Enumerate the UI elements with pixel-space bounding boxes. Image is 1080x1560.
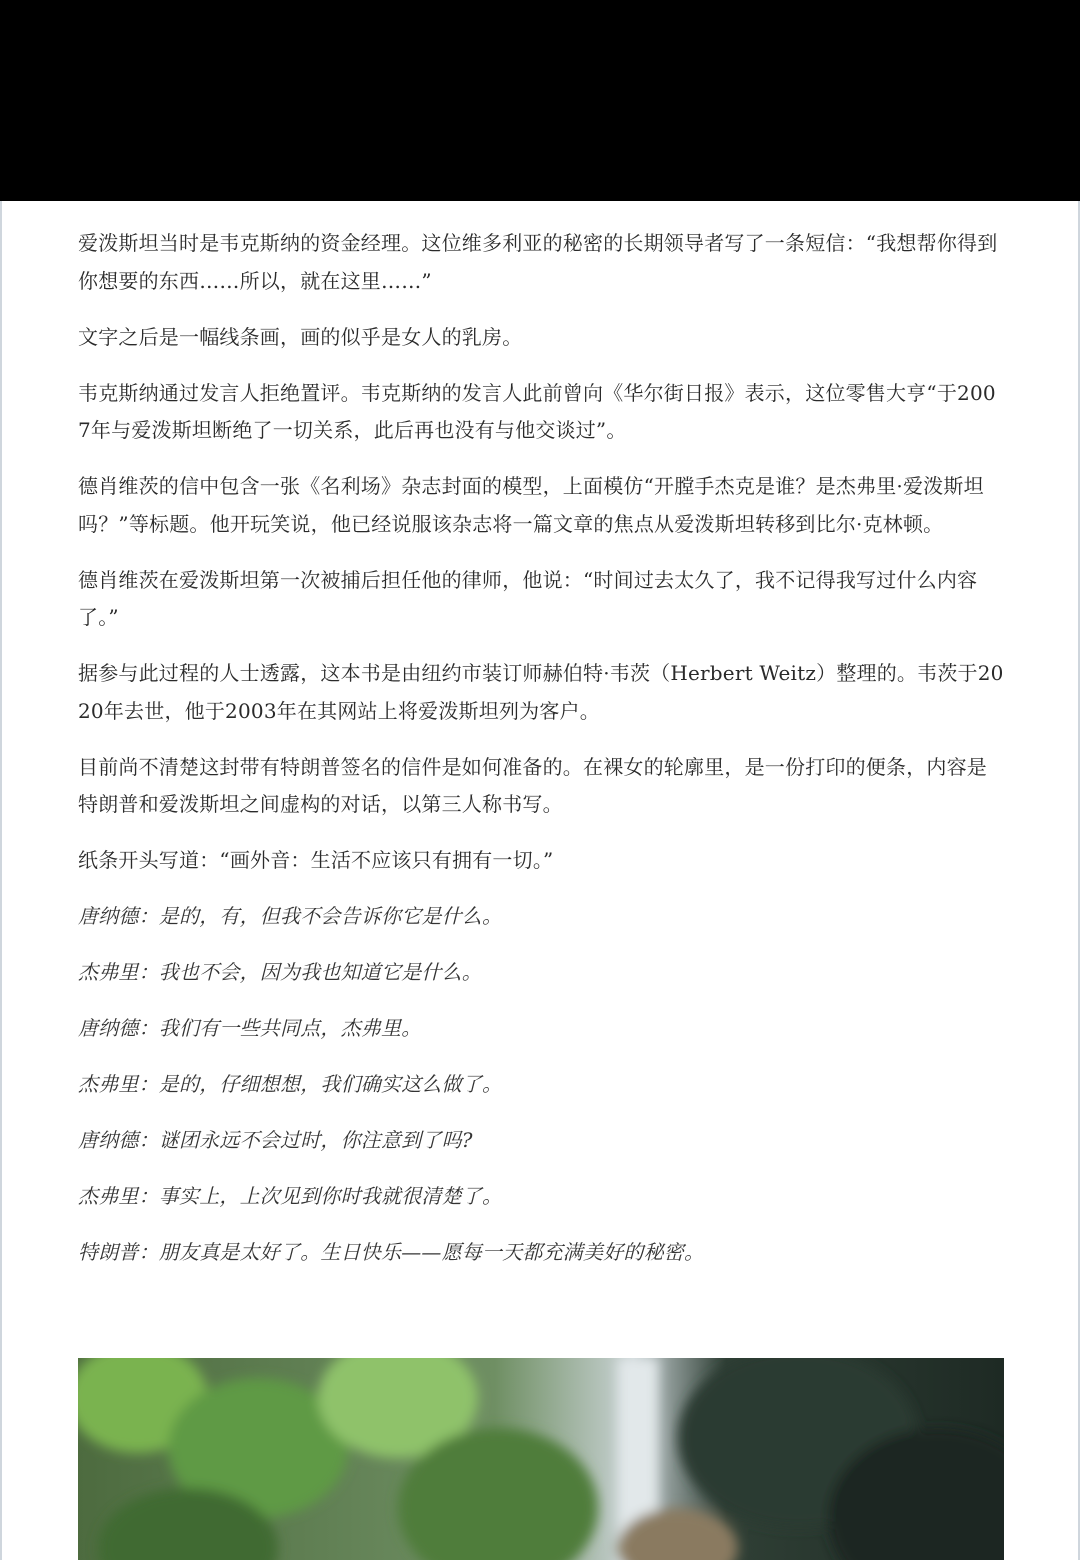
dialogue-line-3: 唐纳德：我们有一些共同点，杰弗里。	[78, 1016, 422, 1040]
paragraph-8: 纸条开头写道：“画外音：生活不应该只有拥有一切。”	[78, 848, 554, 872]
dialogue-line-5: 唐纳德：谜团永远不会过时，你注意到了吗?	[78, 1128, 473, 1152]
photo-illustration	[78, 1358, 1004, 1560]
top-black-bar	[0, 0, 1080, 201]
dialogue-line-7: 特朗普：朋友真是太好了。生日快乐——愿每一天都充满美好的秘密。	[78, 1240, 705, 1264]
paragraph-3: 韦克斯纳通过发言人拒绝置评。韦克斯纳的发言人此前曾向《华尔街日报》表示，这位零售大亨“于2007年与爱泼斯坦断绝了一切关系，此后再也没有与他交谈过”。	[78, 380, 996, 442]
paragraph-2: 文字之后是一幅线条画，画的似乎是女人的乳房。	[78, 324, 523, 349]
paragraph-1: 爱泼斯坦当时是韦克斯纳的资金经理。这位维多利亚的秘密的长期领导者写了一条短信：“我想帮你得到你想要的东西……所以，就在这里……”	[78, 231, 998, 293]
paragraph-6: 据参与此过程的人士透露，这本书是由纽约市装订师赫伯特·韦茨（Herbert Weitz）整理的。韦茨于2020年去世，他于2003年在其网站上将爱泼斯坦列为客户。	[78, 661, 1004, 723]
dialogue-line-2: 杰弗里：我也不会，因为我也知道它是什么。	[78, 960, 482, 984]
article-body	[78, 225, 1004, 1290]
paragraph-7: 目前尚不清楚这封带有特朗普签名的信件是如何准备的。在裸女的轮廓里，是一份打印的便条，内容是特朗普和爱泼斯坦之间虚构的对话，以第三人称书写。	[78, 754, 987, 816]
article-page[interactable]	[0, 201, 1080, 1560]
dialogue-line-1: 唐纳德：是的，有，但我不会告诉你它是什么。	[78, 904, 503, 928]
dialogue-line-4: 杰弗里：是的，仔细想想，我们确实这么做了。	[78, 1072, 503, 1096]
article-photo	[78, 1358, 1004, 1560]
paragraph-4: 德肖维茨的信中包含一张《名利场》杂志封面的模型，上面模仿“开膛手杰克是谁？是杰弗里·爱泼斯坦吗？”等标题。他开玩笑说，他已经说服该杂志将一篇文章的焦点从爱泼斯坦转移到比尔·克林顿。	[78, 474, 984, 536]
dialogue-line-6: 杰弗里：事实上，上次见到你时我就很清楚了。	[78, 1184, 503, 1208]
paragraph-5: 德肖维茨在爱泼斯坦第一次被捕后担任他的律师，他说：“时间过去太久了，我不记得我写过什么内容了。”	[78, 567, 978, 629]
